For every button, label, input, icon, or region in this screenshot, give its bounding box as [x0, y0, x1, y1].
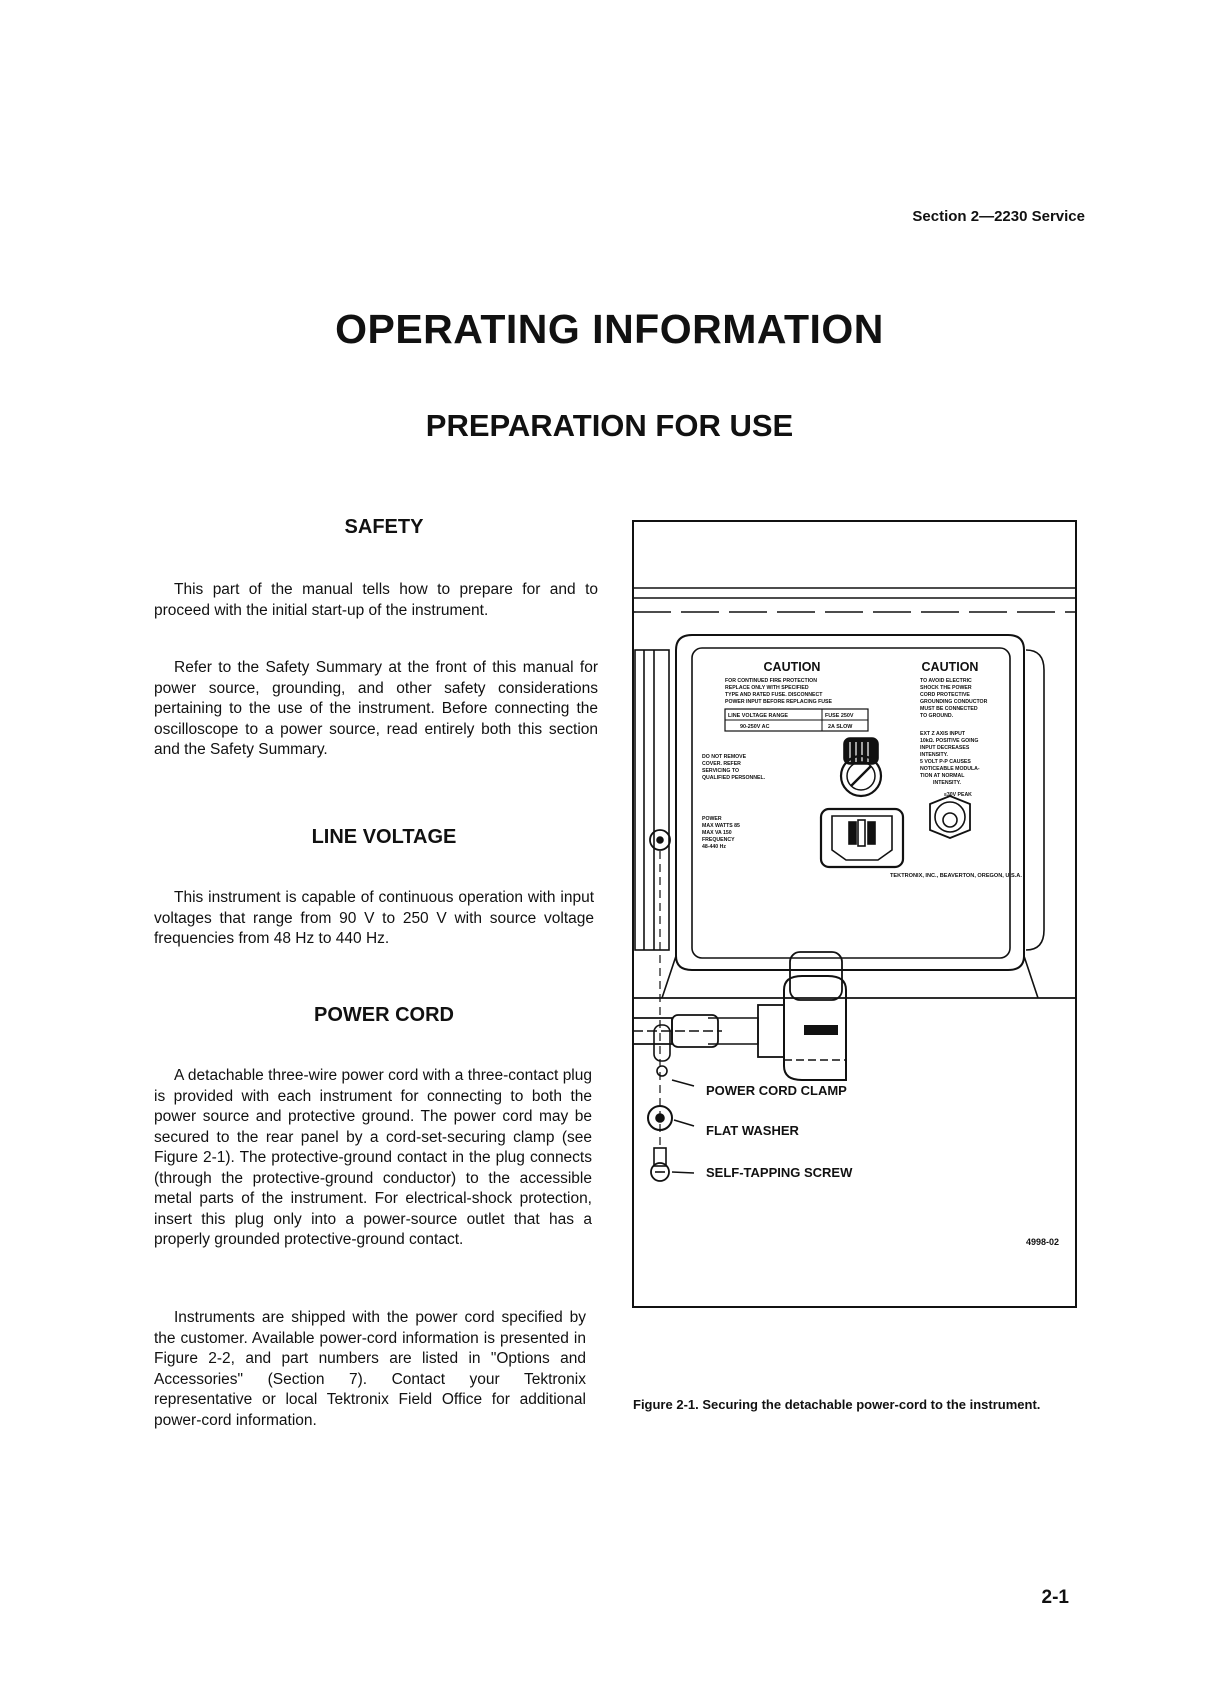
ext-z-line: NOTICEABLE MODULA-: [920, 766, 980, 772]
caution-left-line: REPLACE ONLY WITH SPECIFIED: [725, 685, 809, 691]
figure-number: 4998-02: [1026, 1237, 1060, 1247]
ext-z-line: TION AT NORMAL: [920, 773, 965, 779]
safety-heading: SAFETY: [344, 516, 424, 538]
line-voltage-paragraph: This instrument is capable of continuous operation with input voltages that range from 90 V to 250 V with source voltage frequencies from 48 Hz to 440 Hz.: [154, 889, 594, 947]
ext-z-line: EXT Z AXIS INPUT: [920, 731, 966, 737]
safety-paragraph-1: This part of the manual tells how to prepare for and to proceed with the initial start-up of the instrument.: [154, 581, 598, 619]
bnc-connector-icon: [930, 796, 970, 838]
caution-left-line: FOR CONTINUED FIRE PROTECTION: [725, 678, 817, 684]
warning-line: COVER. REFER: [702, 761, 741, 767]
caution-right-line: GROUNDING CONDUCTOR: [920, 699, 988, 705]
ext-z-line: INPUT DECREASES: [920, 745, 970, 751]
callout-clamp: POWER CORD CLAMP: [706, 1083, 847, 1098]
warning-line: QUALIFIED PERSONNEL.: [702, 775, 766, 781]
range-value: 90-250V AC: [740, 724, 770, 730]
power-line: MAX VA 150: [702, 830, 732, 836]
peak-label: ≤30V PEAK: [944, 792, 972, 798]
range-header: LINE VOLTAGE RANGE: [728, 713, 788, 719]
power-inlet-icon: [821, 809, 903, 867]
screw-icon: [651, 1148, 694, 1181]
caution-right-line: TO GROUND.: [920, 713, 954, 719]
line-voltage-heading: LINE VOLTAGE: [311, 826, 457, 848]
caution-left-line: POWER INPUT BEFORE REPLACING FUSE: [725, 699, 832, 705]
callout-screw: SELF-TAPPING SCREW: [706, 1165, 853, 1180]
flat-washer-icon: [648, 1106, 694, 1130]
power-line: POWER: [702, 816, 722, 822]
callout-washer: FLAT WASHER: [706, 1123, 799, 1138]
caution-right-line: CORD PROTECTIVE: [920, 692, 970, 698]
caution-right-line: SHOCK THE POWER: [920, 685, 972, 691]
power-cord-paragraph-1: A detachable three-wire power cord with a three-contact plug is provided with each instrument for connecting to both the power source and protective ground. The power cord may be secured to the rear panel by a cord-set-securing clamp (see Figure 2-1). The protective-ground contact in the plug connects (through the protective-ground conductor) to the accessible metal parts of the instrument. For electrical-shock protection, insert this plug only into a power-source outlet that has a properly grounded protective-ground contact.: [154, 1067, 592, 1248]
caution-left-title: CAUTION: [763, 660, 821, 674]
ext-z-line: INTENSITY.: [933, 780, 961, 786]
fuse-value: 2A SLOW: [828, 724, 853, 730]
power-line: 48-440 Hz: [702, 844, 726, 850]
caution-right-line: MUST BE CONNECTED: [920, 706, 978, 712]
figure-caption: Figure 2-1. Securing the detachable power-cord to the instrument.: [633, 1397, 1041, 1412]
power-cord-paragraph-2: Instruments are shipped with the power cord specified by the customer. Available power-cord information is presented in Figure 2-2, and part numbers are listed in "Options and Accessories" (Section 7). Contact your Tektronix representative or local Tektronix Field Office for additional power-cord information.: [154, 1309, 586, 1429]
power-line: FREQUENCY: [702, 837, 735, 843]
figure-2-1: [632, 520, 1078, 1310]
caution-right-line: TO AVOID ELECTRIC: [920, 678, 972, 684]
warning-line: SERVICING TO: [702, 768, 739, 774]
fuse-header: FUSE 250V: [825, 713, 854, 719]
fuse-holder-icon: [841, 738, 881, 796]
warning-line: DO NOT REMOVE: [702, 754, 747, 760]
safety-paragraph-2: Refer to the Safety Summary at the front of this manual for power source, grounding, and other safety considerations pertaining to the use of the instrument. Before connecting the oscilloscope to a power source, read entirely both this section and the Safety Summary.: [154, 659, 598, 758]
maker-label: TEKTRONIX, INC., BEAVERTON, OREGON, U.S.A.: [890, 873, 1022, 879]
ext-z-line: 10kΩ. POSITIVE GOING: [920, 738, 979, 744]
ext-z-line: INTENSITY.: [920, 752, 948, 758]
caution-left-line: TYPE AND RATED FUSE. DISCONNECT: [725, 692, 823, 698]
power-cord-heading: POWER CORD: [314, 1004, 454, 1026]
page-title: OPERATING INFORMATION: [335, 306, 884, 352]
power-line: MAX WATTS 85: [702, 823, 740, 829]
caution-right-title: CAUTION: [921, 660, 979, 674]
page-number: 2-1: [1041, 1587, 1069, 1608]
page-subtitle: PREPARATION FOR USE: [425, 408, 794, 443]
left-rail: [635, 650, 669, 950]
ext-z-line: 5 VOLT P-P CAUSES: [920, 759, 971, 765]
section-header: Section 2—2230 Service: [912, 208, 1085, 225]
